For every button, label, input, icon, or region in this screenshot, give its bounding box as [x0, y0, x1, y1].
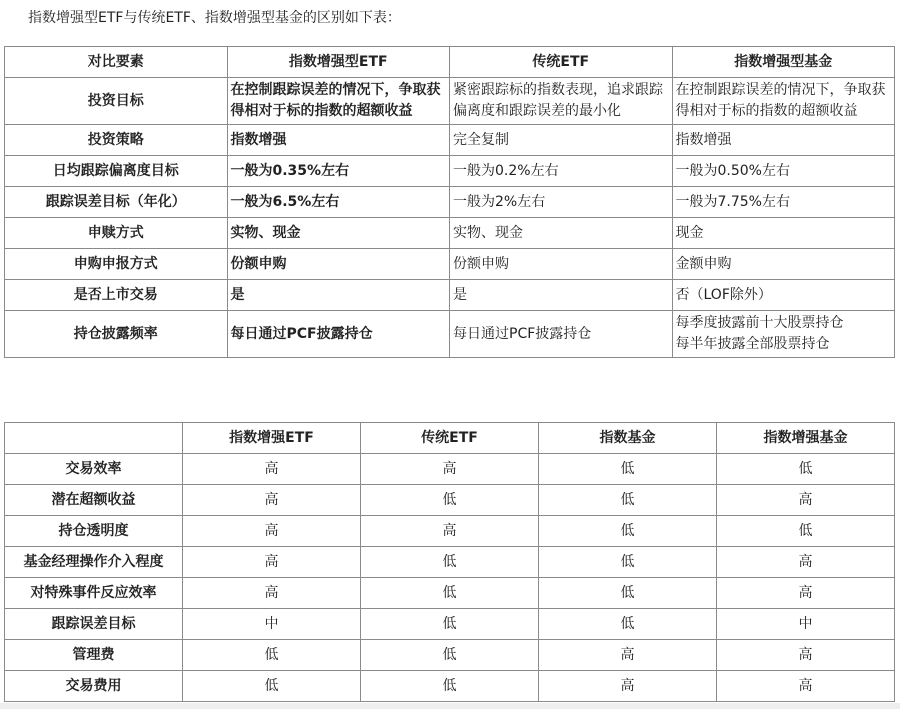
- table-cell: 低: [361, 609, 539, 640]
- table-cell: 低: [717, 516, 895, 547]
- table-cell: 一般为7.75%左右: [672, 187, 895, 218]
- intro-text: 指数增强型ETF与传统ETF、指数增强型基金的区别如下表：: [28, 10, 401, 26]
- comparison-table: [4, 46, 895, 358]
- table-cell: 是: [450, 280, 673, 311]
- table-cell: 低: [539, 609, 717, 640]
- table-cell: 低: [717, 454, 895, 485]
- table-cell: 高: [717, 578, 895, 609]
- row-label: 跟踪误差目标: [5, 609, 183, 640]
- table-row: [5, 218, 895, 249]
- table-cell: 低: [539, 454, 717, 485]
- row-label: 管理费: [5, 640, 183, 671]
- row-label: 是否上市交易: [5, 280, 228, 311]
- table-row: [5, 516, 895, 547]
- column-header: 指数增强ETF: [183, 423, 361, 454]
- table-row: [5, 187, 895, 218]
- table-row: [5, 640, 895, 671]
- row-label: 日均跟踪偏离度目标: [5, 156, 228, 187]
- table-cell: 高: [539, 640, 717, 671]
- table-cell: 低: [539, 547, 717, 578]
- table-cell: 低: [361, 547, 539, 578]
- table-cell: 低: [361, 485, 539, 516]
- row-label: 基金经理操作介入程度: [5, 547, 183, 578]
- table-cell: 低: [183, 640, 361, 671]
- table-cell: 一般为2%左右: [450, 187, 673, 218]
- header-row: [5, 423, 895, 454]
- table-cell: 中: [717, 609, 895, 640]
- row-label: 潜在超额收益: [5, 485, 183, 516]
- table-row: [5, 454, 895, 485]
- table-cell: 指数增强: [227, 125, 450, 156]
- table-row: [5, 156, 895, 187]
- row-label: 交易效率: [5, 454, 183, 485]
- table-cell: 在控制跟踪误差的情况下，争取获得相对于标的指数的超额收益: [227, 78, 450, 125]
- footer-bar: [0, 703, 900, 709]
- column-header: 指数增强型ETF: [227, 47, 450, 78]
- table-cell: 实物、现金: [450, 218, 673, 249]
- table-row: [5, 78, 895, 125]
- table-cell: 低: [539, 485, 717, 516]
- table-cell: 高: [183, 516, 361, 547]
- column-header: 传统ETF: [450, 47, 673, 78]
- table-cell: 高: [539, 671, 717, 702]
- table-row: [5, 671, 895, 702]
- row-label: 投资策略: [5, 125, 228, 156]
- header-row: [5, 47, 895, 78]
- table-row: [5, 280, 895, 311]
- table-cell: 一般为0.35%左右: [227, 156, 450, 187]
- table-cell: 高: [183, 547, 361, 578]
- table-cell: 份额申购: [227, 249, 450, 280]
- column-header: [5, 423, 183, 454]
- table-row: [5, 547, 895, 578]
- table-row: [5, 311, 895, 358]
- table-cell: 实物、现金: [227, 218, 450, 249]
- table-cell: 在控制跟踪误差的情况下，争取获得相对于标的指数的超额收益: [672, 78, 895, 125]
- table-cell: 高: [183, 454, 361, 485]
- table-cell: 低: [539, 578, 717, 609]
- table-cell: 高: [183, 485, 361, 516]
- table-cell: 高: [361, 516, 539, 547]
- table-cell: 每季度披露前十大股票持仓 每半年披露全部股票持仓: [672, 311, 895, 358]
- row-label: 跟踪误差目标（年化）: [5, 187, 228, 218]
- row-label: 交易费用: [5, 671, 183, 702]
- table-row: [5, 609, 895, 640]
- rating-table: [4, 422, 895, 702]
- column-header: 指数基金: [539, 423, 717, 454]
- table-cell: 高: [717, 671, 895, 702]
- table-cell: 高: [717, 485, 895, 516]
- table-cell: 一般为6.5%左右: [227, 187, 450, 218]
- table-cell: 低: [361, 578, 539, 609]
- table-cell: 低: [361, 640, 539, 671]
- table-cell: 现金: [672, 218, 895, 249]
- column-header: 指数增强型基金: [672, 47, 895, 78]
- table-cell: 一般为0.50%左右: [672, 156, 895, 187]
- table-cell: 指数增强: [672, 125, 895, 156]
- table-cell: 高: [717, 640, 895, 671]
- table-cell: 中: [183, 609, 361, 640]
- table-cell: 低: [539, 516, 717, 547]
- column-header: 指数增强基金: [717, 423, 895, 454]
- table-cell: 份额申购: [450, 249, 673, 280]
- row-label: 申赎方式: [5, 218, 228, 249]
- table-cell: 高: [183, 578, 361, 609]
- row-label: 投资目标: [5, 78, 228, 125]
- table-row: [5, 485, 895, 516]
- table-cell: 低: [361, 671, 539, 702]
- row-label: 申购申报方式: [5, 249, 228, 280]
- row-label: 持仓披露频率: [5, 311, 228, 358]
- table-row: [5, 249, 895, 280]
- table-cell: 是: [227, 280, 450, 311]
- table-cell: 低: [183, 671, 361, 702]
- table-cell: 高: [717, 547, 895, 578]
- table-cell: 金额申购: [672, 249, 895, 280]
- row-label: 持仓透明度: [5, 516, 183, 547]
- table-cell: 高: [361, 454, 539, 485]
- table-row: [5, 125, 895, 156]
- table-cell: 每日通过PCF披露持仓: [450, 311, 673, 358]
- table-cell: 一般为0.2%左右: [450, 156, 673, 187]
- row-label: 对特殊事件反应效率: [5, 578, 183, 609]
- column-header: 传统ETF: [361, 423, 539, 454]
- table-cell: 每日通过PCF披露持仓: [227, 311, 450, 358]
- table-cell: 否（LOF除外）: [672, 280, 895, 311]
- table-cell: 完全复制: [450, 125, 673, 156]
- column-header: 对比要素: [5, 47, 228, 78]
- table-cell: 紧密跟踪标的指数表现，追求跟踪偏离度和跟踪误差的最小化: [450, 78, 673, 125]
- table-row: [5, 578, 895, 609]
